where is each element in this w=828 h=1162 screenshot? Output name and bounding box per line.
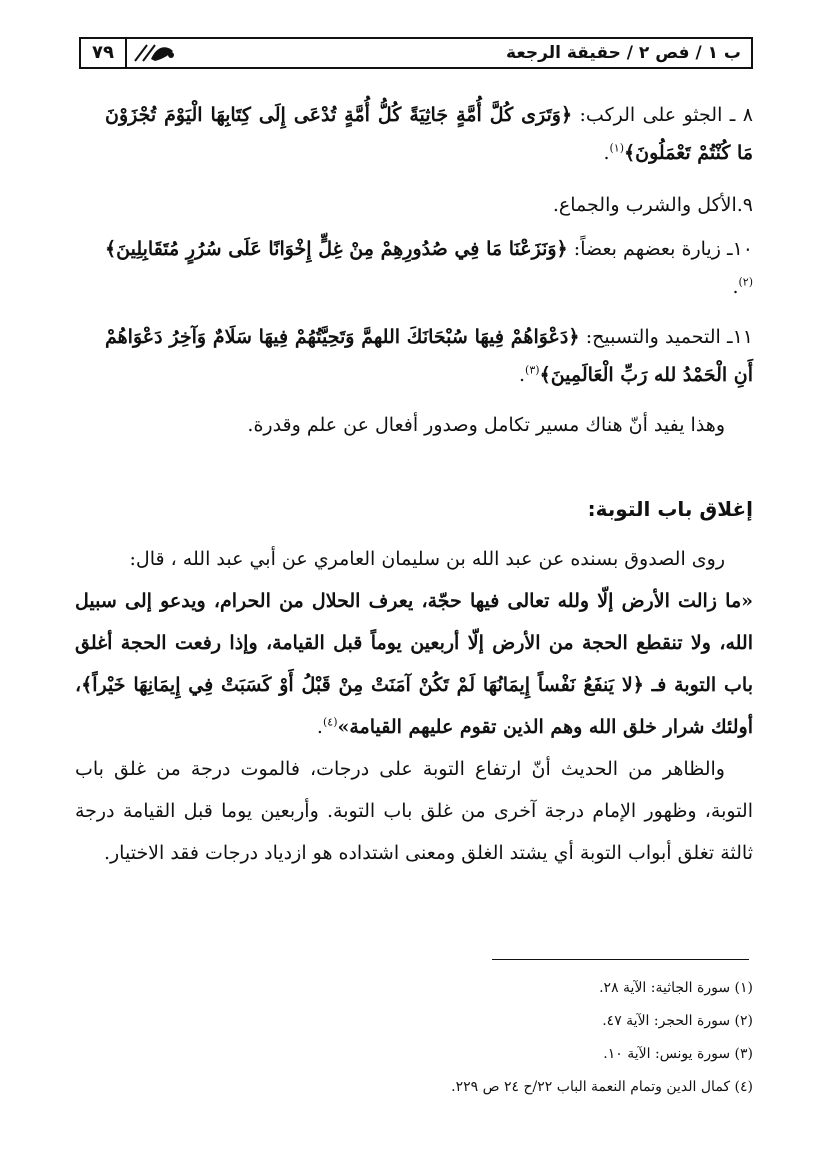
list-item-9 [105, 186, 753, 224]
hadith-text: «ما زالت الأرض إلّا ولله تعالى فيها حجّة، يعرف الحلال من الحرام، ويدعو إلى سبيل الله، ولا تنقطع الحجة من الأرض إلّا أربعين يوماً قبل القيامة، وإذا رفعت الحجة أغلق باب التوبة فـ [75, 590, 753, 696]
item-suffix: . [603, 142, 610, 164]
header-title: ب ١ / فص ٢ / حقيقة الرجعة [506, 43, 741, 63]
section-body [75, 538, 753, 874]
footnote-divider [492, 959, 749, 960]
quran-verse: ﴿لا يَنفَعُ نَفْساً إِيمَانُهَا لَمْ تَكُنْ آمَنَتْ مِنْ قَبْلُ أَوْ كَسَبَتْ فِي إِيمَانِهَا خَيْراً﴾ [81, 674, 644, 696]
quran-verse: ﴿وَتَرَى كُلَّ أُمَّةٍ جَاثِيَةً كُلُّ أُمَّةٍ تُدْعَى إِلَى كِتَابِهَا الْيَوْمَ تُجْزَوْنَ مَا كُنْتُمْ تَعْمَلُونَ﴾ [105, 104, 753, 164]
hadith-text-end: ، أولئك شرار خلق الله وهم الذين تقوم عليهم القيامة» [75, 674, 753, 738]
item-prefix: ١٠ـ زيارة بعضهم بعضاً: [567, 238, 753, 260]
footnotes [451, 972, 753, 1104]
quran-verse: ﴿وَنَزَعْنَا مَا فِي صُدُورِهِمْ مِنْ غِلٍّ إِخْوَانًا عَلَى سُرُرٍ مُتَقَابِلِينَ﴾ [105, 238, 568, 260]
section-intro: روى الصدوق بسنده عن عبد الله بن سليمان العامري عن أبي عبد الله ، قال: [129, 548, 725, 570]
footnote-1: (١) سورة الجاثية: الآية ٢٨. [599, 980, 753, 996]
list-item-10 [105, 230, 753, 306]
hadith-paragraph [75, 580, 753, 748]
section-heading: إغلاق باب التوبة: [587, 497, 753, 521]
footnote-ref: (٢) [738, 275, 753, 289]
hadith-end: . [316, 716, 323, 738]
item-prefix: ١١ـ التحميد والتسبيح: [579, 326, 753, 348]
list-item-8 [105, 96, 753, 172]
item-prefix: ٨ ـ الجثو على الركب: [572, 104, 753, 126]
list-item-11 [105, 318, 753, 394]
item-suffix: . [732, 276, 739, 298]
analysis-paragraph: والظاهر من الحديث أنّ ارتفاع التوبة على درجات، فالموت درجة من غلق باب التوبة، وظهور الإمام درجة آخرى من غلق باب التوبة. وأربعين يوما قبل القيامة درجة ثالثة تغلق أبواب التوبة أي يشتد الغلق ومعنى اشتداده هو ازدياد درجات فقد الاختيار. [75, 758, 753, 864]
conclusion-text: وهذا يفيد أنّ هناك مسير تكامل وصدور أفعال عن علم وقدرة. [247, 414, 725, 436]
ornament-icon [133, 41, 179, 65]
footnote-ref: (٤) [322, 715, 338, 729]
footnote-3: (٣) سورة يونس: الآية ١٠. [603, 1046, 753, 1062]
item-prefix: ٩.الأكل والشرب والجماع. [552, 194, 753, 216]
page-number: ٧٩ [81, 39, 127, 67]
running-header [79, 37, 753, 69]
footnote-ref: (٣) [525, 363, 540, 377]
footnote-4: (٤) كمال الدين وتمام النعمة الباب ٢٢/ح ٢٤ ص ٢٢٩. [451, 1079, 753, 1095]
footnote-ref: (١) [609, 141, 625, 155]
quran-verse: ﴿دَعْوَاهُمْ فِيهَا سُبْحَانَكَ اللهمَّ وَتَحِيَّتُهُمْ فِيهَا سَلَامٌ وَآخِرُ دَعْوَاهُمْ أَنِ الْحَمْدُ لله رَبِّ الْعَالَمِينَ﴾ [105, 326, 753, 386]
item-suffix: . [519, 364, 526, 386]
conclusion-paragraph [105, 406, 753, 444]
footnote-2: (٢) سورة الحجر: الآية ٤٧. [602, 1013, 753, 1029]
